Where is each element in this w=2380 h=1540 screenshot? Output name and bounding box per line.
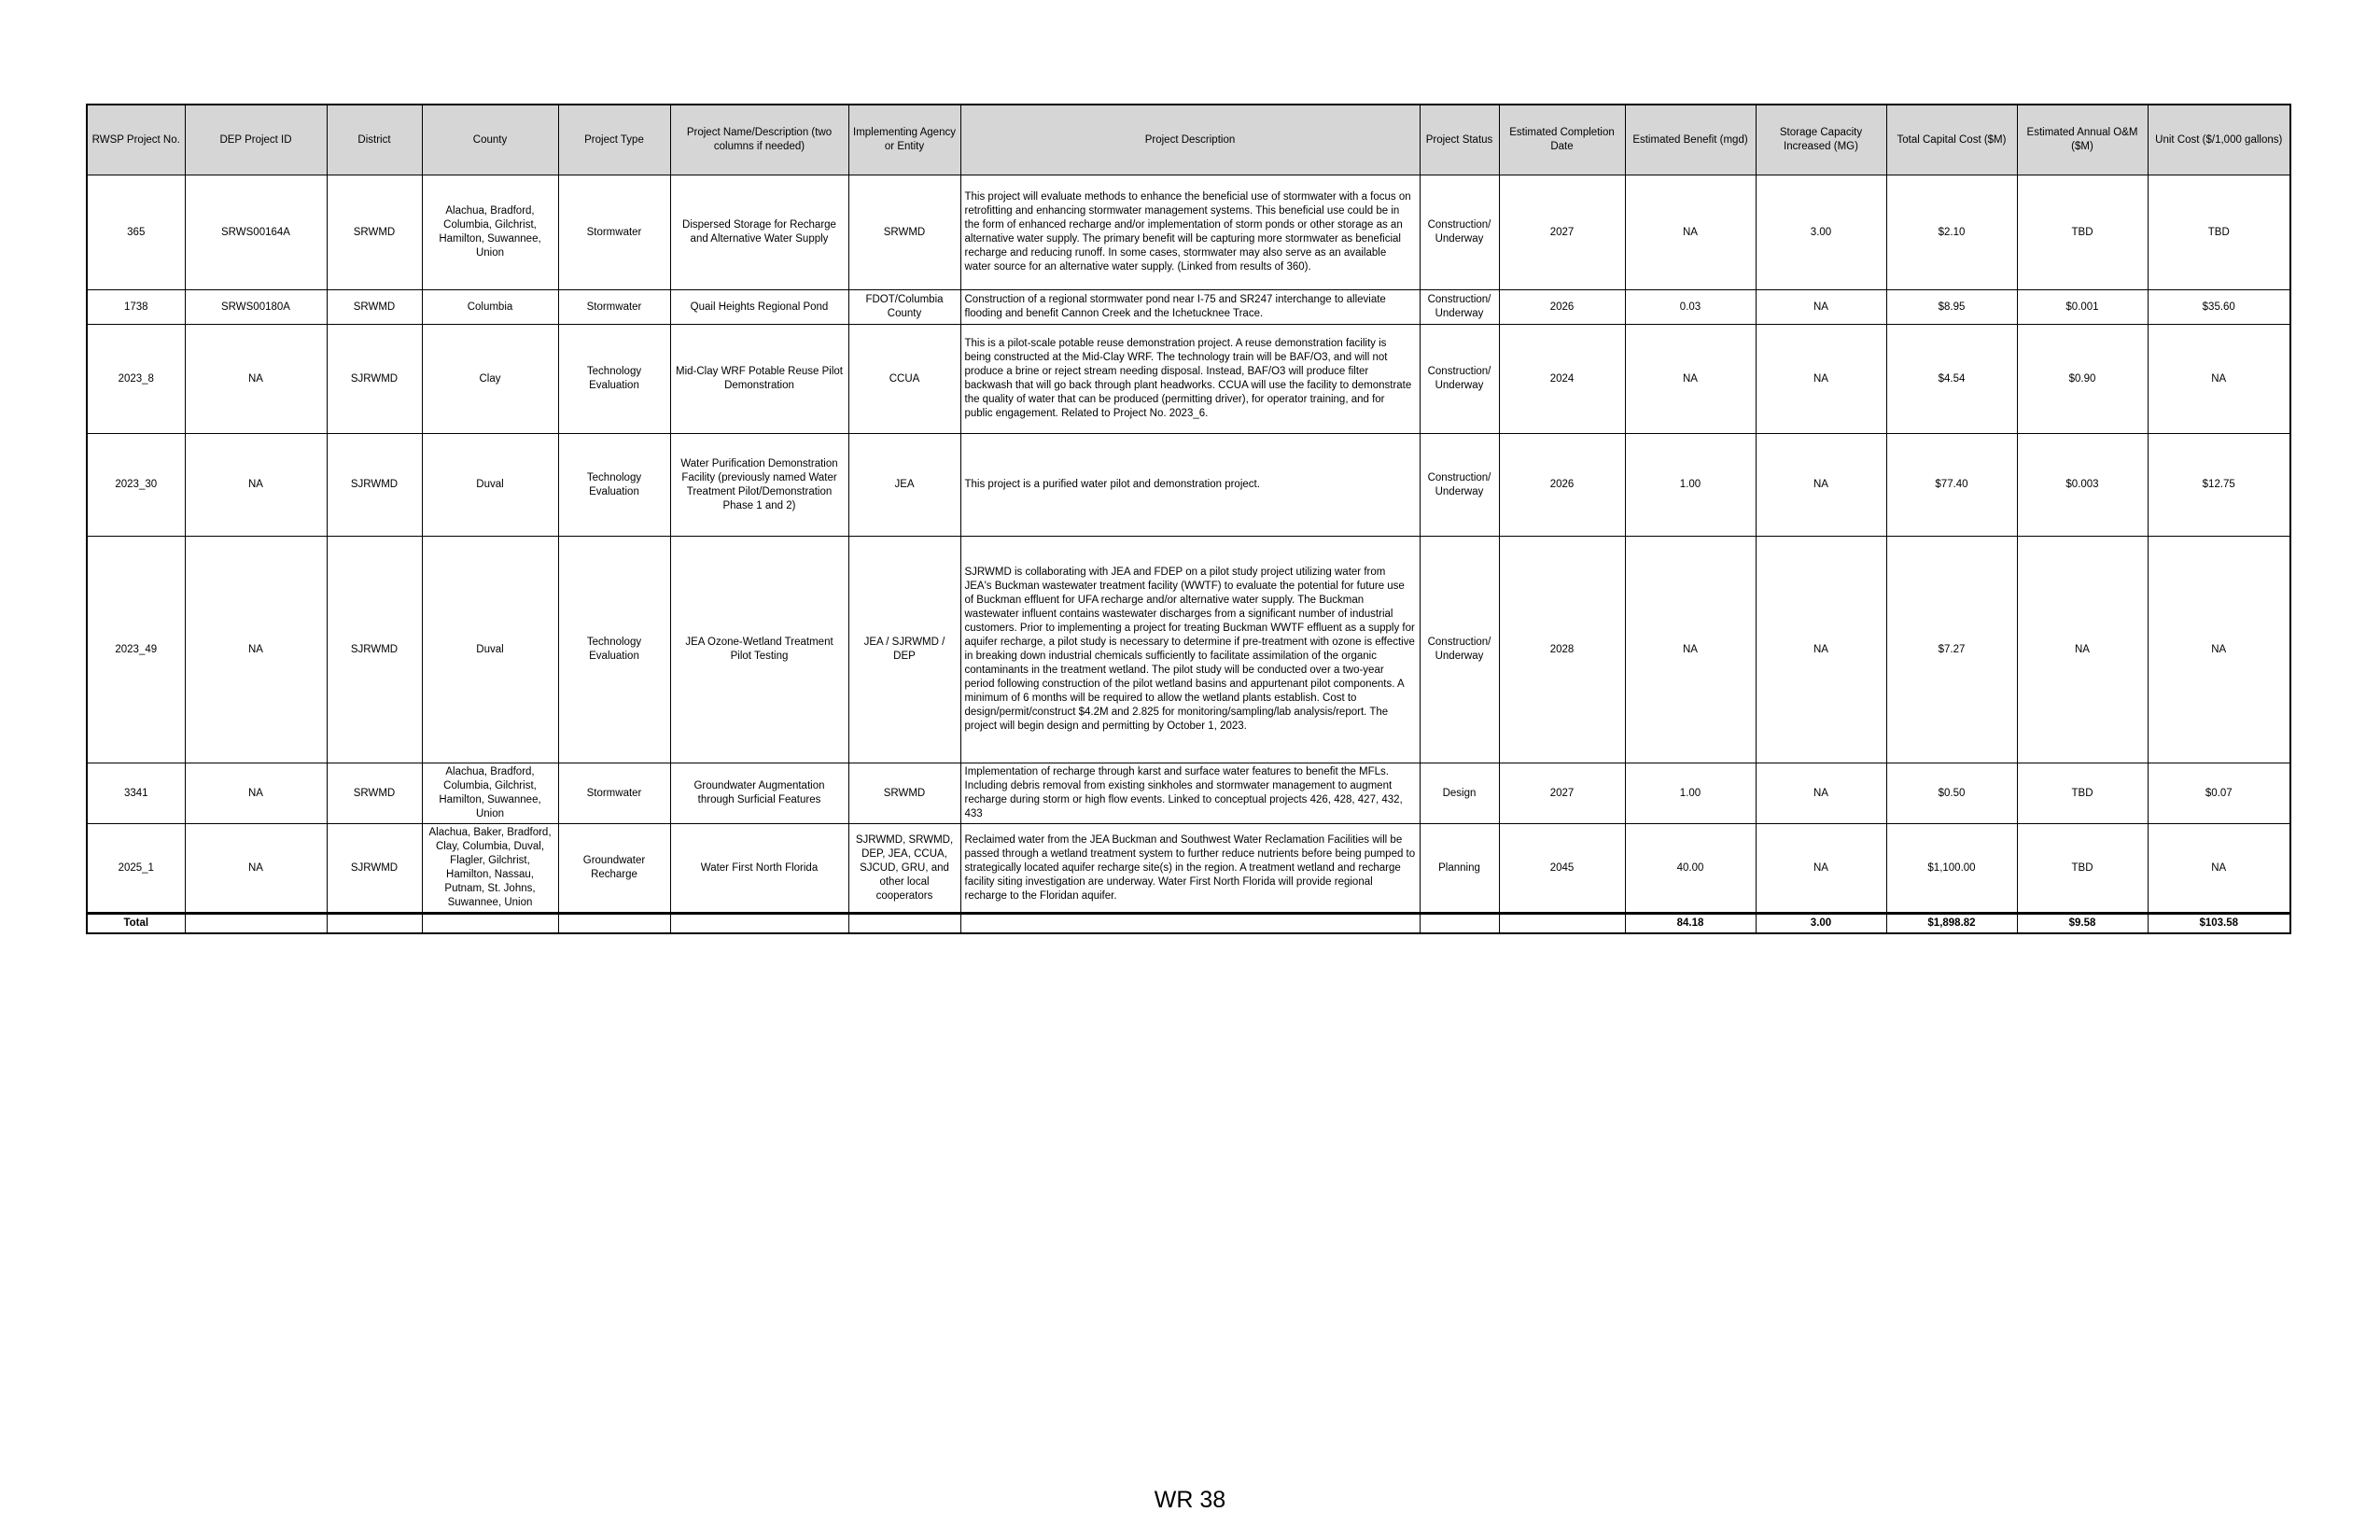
table-cell: 2025_1 — [87, 824, 185, 914]
total-cell — [422, 914, 558, 934]
table-cell: SRWMD — [327, 763, 422, 824]
table-cell: NA — [185, 325, 327, 434]
table-cell: $1,100.00 — [1886, 824, 2017, 914]
table-cell: $4.54 — [1886, 325, 2017, 434]
table-row — [87, 824, 2290, 914]
table-cell: NA — [1756, 824, 1886, 914]
project-description-cell: This project will evaluate methods to enhance the beneficial use of stormwater with a focus on retrofitting and enhancing stormwater management systems. This beneficial use could be in the form of enhanced recharge and/or implementation of storm ponds or other storage as an alternative water supply. The primary benefit will be capturing more stormwater as beneficial recharge and reducing runoff. In some cases, stormwater may also serve as an available water source for an alternative water supply. (Linked from results of 360). — [960, 175, 1420, 290]
total-row — [87, 914, 2290, 934]
table-cell: NA — [1756, 434, 1886, 537]
total-cell — [848, 914, 960, 934]
table-cell: Dispersed Storage for Recharge and Alternative Water Supply — [670, 175, 848, 290]
table-cell: SJRWMD, SRWMD, DEP, JEA, CCUA, SJCUD, GRU, and other local cooperators — [848, 824, 960, 914]
column-header: Project Description — [960, 105, 1420, 175]
table-cell: Alachua, Baker, Bradford, Clay, Columbia, Duval, Flagler, Gilchrist, Hamilton, Nassau, Putnam, St. Johns, Suwannee, Union — [422, 824, 558, 914]
table-cell: Groundwater Augmentation through Surficial Features — [670, 763, 848, 824]
table-cell: Technology Evaluation — [558, 325, 670, 434]
table-row — [87, 290, 2290, 325]
table-cell: NA — [1625, 175, 1756, 290]
table-cell: $8.95 — [1886, 290, 2017, 325]
table-cell: TBD — [2017, 824, 2148, 914]
table-cell: NA — [2148, 824, 2290, 914]
table-cell: $0.50 — [1886, 763, 2017, 824]
table-cell: $7.27 — [1886, 537, 2017, 763]
project-description-cell: Implementation of recharge through karst and surface water features to benefit the MFLs. Including debris removal from existing sinkholes and stormwater management to augment recharge during storm or high flow events. Linked to conceptual projects 426, 428, 427, 432, 433 — [960, 763, 1420, 824]
table-body — [87, 175, 2290, 934]
table-cell: Quail Heights Regional Pond — [670, 290, 848, 325]
total-cell: Total — [87, 914, 185, 934]
total-cell: $103.58 — [2148, 914, 2290, 934]
table-cell: TBD — [2148, 175, 2290, 290]
total-cell — [185, 914, 327, 934]
page-number: WR 38 — [1154, 1487, 1226, 1513]
table-cell: 365 — [87, 175, 185, 290]
total-cell: 84.18 — [1625, 914, 1756, 934]
total-cell — [960, 914, 1420, 934]
table-cell: Groundwater Recharge — [558, 824, 670, 914]
table-row — [87, 537, 2290, 763]
table-cell: SRWMD — [848, 763, 960, 824]
table-cell: Clay — [422, 325, 558, 434]
table-cell: Duval — [422, 434, 558, 537]
table-row — [87, 325, 2290, 434]
table-cell: 2028 — [1499, 537, 1625, 763]
table-cell: 3341 — [87, 763, 185, 824]
table-cell: Planning — [1420, 824, 1499, 914]
column-header: Storage Capacity Increased (MG) — [1756, 105, 1886, 175]
table-cell: 2026 — [1499, 434, 1625, 537]
column-header: Implementing Agency or Entity — [848, 105, 960, 175]
table-cell: JEA Ozone-Wetland Treatment Pilot Testing — [670, 537, 848, 763]
column-header: Unit Cost ($/1,000 gallons) — [2148, 105, 2290, 175]
total-cell — [327, 914, 422, 934]
table-cell: Stormwater — [558, 763, 670, 824]
table-cell: JEA — [848, 434, 960, 537]
total-cell — [1499, 914, 1625, 934]
table-cell: FDOT/Columbia County — [848, 290, 960, 325]
table-cell: NA — [1756, 290, 1886, 325]
column-header: Estimated Annual O&M ($M) — [2017, 105, 2148, 175]
table-cell: Technology Evaluation — [558, 537, 670, 763]
table-cell: Water First North Florida — [670, 824, 848, 914]
table-cell: 2023_8 — [87, 325, 185, 434]
table-cell: Alachua, Bradford, Columbia, Gilchrist, Hamilton, Suwannee, Union — [422, 763, 558, 824]
header-row — [87, 105, 2290, 175]
table-cell: SJRWMD — [327, 434, 422, 537]
table-cell: NA — [185, 537, 327, 763]
table-cell: $0.90 — [2017, 325, 2148, 434]
project-description-cell: Reclaimed water from the JEA Buckman and Southwest Water Reclamation Facilities will be passed through a wetland treatment system to further reduce nutrients before being pumped to strategically located aquifer recharge site(s) in the region. A treatment wetland and recharge facility siting investigation are underway. Water First North Florida will provide regional recharge to the Floridan aquifer. — [960, 824, 1420, 914]
column-header: Project Type — [558, 105, 670, 175]
column-header: County — [422, 105, 558, 175]
table-cell: 2027 — [1499, 175, 1625, 290]
total-cell: 3.00 — [1756, 914, 1886, 934]
column-header: Estimated Benefit (mgd) — [1625, 105, 1756, 175]
table-cell: 2026 — [1499, 290, 1625, 325]
table-cell: NA — [185, 763, 327, 824]
total-cell — [1420, 914, 1499, 934]
table-cell: Duval — [422, 537, 558, 763]
table-cell: 0.03 — [1625, 290, 1756, 325]
total-cell: $9.58 — [2017, 914, 2148, 934]
table-cell: 1.00 — [1625, 434, 1756, 537]
table-cell: NA — [1756, 537, 1886, 763]
table-cell: CCUA — [848, 325, 960, 434]
table-cell: Alachua, Bradford, Columbia, Gilchrist, Hamilton, Suwannee, Union — [422, 175, 558, 290]
table-cell: Stormwater — [558, 290, 670, 325]
table-cell: 2023_49 — [87, 537, 185, 763]
table-cell: NA — [1625, 537, 1756, 763]
table-cell: NA — [2148, 537, 2290, 763]
column-header: Project Status — [1420, 105, 1499, 175]
table-cell: 3.00 — [1756, 175, 1886, 290]
table-cell: 2027 — [1499, 763, 1625, 824]
table-cell: $35.60 — [2148, 290, 2290, 325]
table-cell: $0.07 — [2148, 763, 2290, 824]
project-description-cell: This is a pilot-scale potable reuse demonstration project. A reuse demonstration facility is being constructed at the Mid-Clay WRF. The technology train will be BAF/O3, and will not produce a brine or reject stream needing disposal. Instead, BAF/O3 will produce filter backwash that will go back through plant headworks. CCUA will use the facility to demonstrate the quality of water that can be produced (permitting driver), for operator training, and for public engagement. Related to Project No. 2023_6. — [960, 325, 1420, 434]
table-cell: SRWS00164A — [185, 175, 327, 290]
table-cell: 2023_30 — [87, 434, 185, 537]
table-cell: JEA / SJRWMD / DEP — [848, 537, 960, 763]
table-cell: SRWMD — [848, 175, 960, 290]
table-row — [87, 434, 2290, 537]
column-header: DEP Project ID — [185, 105, 327, 175]
projects-table-container — [86, 104, 2291, 934]
table-row — [87, 175, 2290, 290]
table-cell: 1.00 — [1625, 763, 1756, 824]
table-cell: Construction/Underway — [1420, 290, 1499, 325]
table-cell: NA — [185, 824, 327, 914]
table-cell: NA — [185, 434, 327, 537]
table-cell: Mid-Clay WRF Potable Reuse Pilot Demonstration — [670, 325, 848, 434]
table-cell: NA — [2148, 325, 2290, 434]
table-cell: SRWS00180A — [185, 290, 327, 325]
table-cell: Construction/Underway — [1420, 537, 1499, 763]
table-cell: Design — [1420, 763, 1499, 824]
table-cell: Columbia — [422, 290, 558, 325]
column-header: District — [327, 105, 422, 175]
table-cell: SJRWMD — [327, 325, 422, 434]
total-cell — [670, 914, 848, 934]
total-cell — [558, 914, 670, 934]
table-cell: SRWMD — [327, 175, 422, 290]
column-header: Project Name/Description (two columns if needed) — [670, 105, 848, 175]
table-cell: NA — [2017, 537, 2148, 763]
column-header: Total Capital Cost ($M) — [1886, 105, 2017, 175]
projects-table — [86, 104, 2291, 934]
column-header: Estimated Completion Date — [1499, 105, 1625, 175]
table-cell: $77.40 — [1886, 434, 2017, 537]
project-description-cell: Construction of a regional stormwater pond near I-75 and SR247 interchange to alleviate flooding and benefit Cannon Creek and the Ichetucknee Trace. — [960, 290, 1420, 325]
table-cell: NA — [1756, 325, 1886, 434]
table-cell: Water Purification Demonstration Facility (previously named Water Treatment Pilot/Demonstration Phase 1 and 2) — [670, 434, 848, 537]
table-cell: $2.10 — [1886, 175, 2017, 290]
table-cell: 1738 — [87, 290, 185, 325]
table-cell: TBD — [2017, 175, 2148, 290]
table-row — [87, 763, 2290, 824]
table-cell: NA — [1756, 763, 1886, 824]
table-cell: Construction/Underway — [1420, 434, 1499, 537]
table-cell: Technology Evaluation — [558, 434, 670, 537]
table-cell: 40.00 — [1625, 824, 1756, 914]
table-cell: $0.001 — [2017, 290, 2148, 325]
table-cell: Construction/Underway — [1420, 325, 1499, 434]
table-cell: Construction/Underway — [1420, 175, 1499, 290]
table-header — [87, 105, 2290, 175]
table-cell: $0.003 — [2017, 434, 2148, 537]
table-cell: SRWMD — [327, 290, 422, 325]
table-cell: SJRWMD — [327, 824, 422, 914]
project-description-cell: This project is a purified water pilot and demonstration project. — [960, 434, 1420, 537]
table-cell: TBD — [2017, 763, 2148, 824]
project-description-cell: SJRWMD is collaborating with JEA and FDEP on a pilot study project utilizing water from JEA's Buckman wastewater treatment facility (WWTF) to evaluate the potential for future use of Buckman effluent for UFA recharge and/or alternative water supply. The Buckman wastewater influent contains wastewater discharges from a significant number of industrial customers. Prior to implementing a project for treating Buckman WWTF effluent as a supply for aquifer recharge, a pilot study is necessary to determine if pre-treatment with ozone is effective in breaking down industrial chemicals sufficiently to facilitate assimilation of the organic contaminants in the treatment wetland. The pilot study will be conducted over a two-year period following construction of the pilot wetland basins and appurtenant pilot components. A minimum of 6 months will be required to allow the wetland plants establish. Cost to design/permit/construct $4.2M and 2.825 for monitoring/sampling/lab analysis/report. The project will begin design and permitting by October 1, 2023. — [960, 537, 1420, 763]
table-cell: Stormwater — [558, 175, 670, 290]
table-cell: SJRWMD — [327, 537, 422, 763]
table-cell: 2045 — [1499, 824, 1625, 914]
table-cell: $12.75 — [2148, 434, 2290, 537]
table-cell: NA — [1625, 325, 1756, 434]
total-cell: $1,898.82 — [1886, 914, 2017, 934]
table-cell: 2024 — [1499, 325, 1625, 434]
column-header: RWSP Project No. — [87, 105, 185, 175]
